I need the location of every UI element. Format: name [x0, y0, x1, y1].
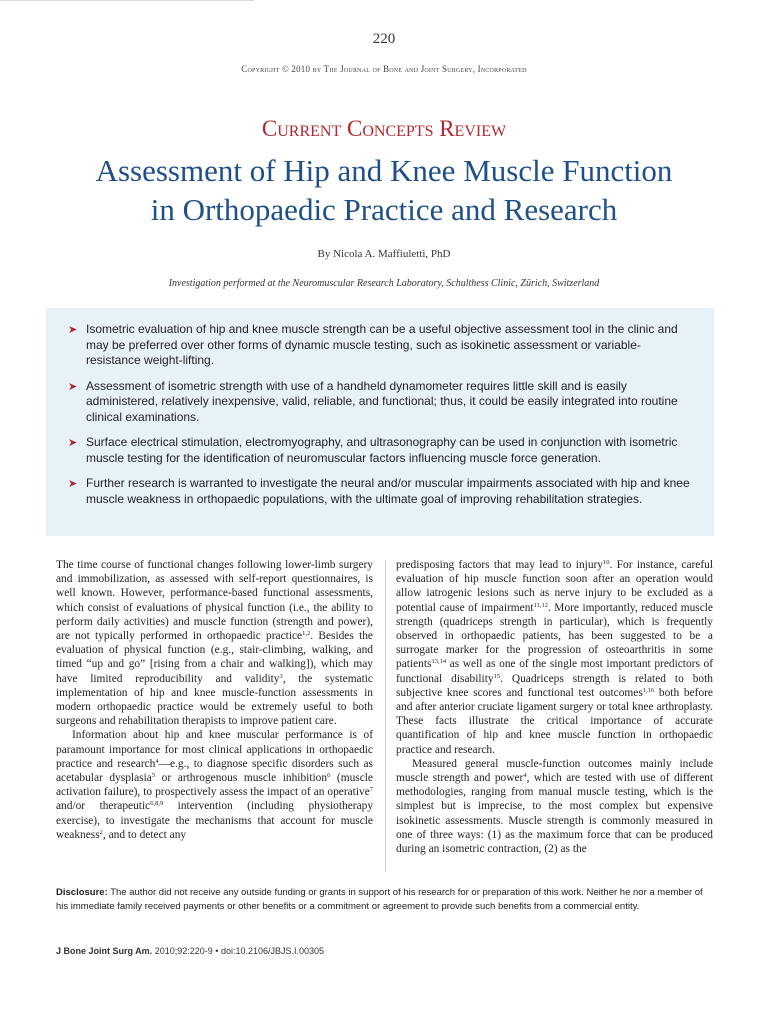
arrow-bullet-icon: ➤ [68, 379, 78, 393]
article-title [30, 151, 738, 229]
body-column-left [56, 558, 373, 842]
disclosure-label: Disclosure: [56, 887, 108, 898]
body-text: , the systematic implementation of hip and knee muscle-function assessments in modern orthopaedic practice would be extremely useful to both surgeons and rehabilitation therapists to improve patient care. [56, 672, 373, 728]
arrow-bullet-icon: ➤ [68, 477, 78, 490]
author-byline: By Nicola A. Maffiuletti, PhD [317, 248, 451, 260]
body-paragraph [396, 558, 713, 757]
key-point [68, 435, 692, 466]
key-points-box [46, 308, 714, 536]
body-text: . Besides the evaluation of physical function (e.g., stair-climbing, walking, and timed “up and go” [rising from a chair and walking]), which may have limited reproducibility and validity [56, 630, 373, 685]
reference-superscript[interactable]: 3 [279, 672, 283, 680]
body-paragraph [396, 757, 713, 856]
page-number: 220 [372, 31, 396, 47]
affiliation-line: Investigation performed at the Neuromuscular Research Laboratory, Schulthess Clinic, Zürich, Switzerland [168, 278, 600, 289]
title-line-2: in Orthopaedic Practice and Research [150, 192, 618, 227]
citation-volume: 2010;92:220-9 [152, 946, 213, 956]
reference-superscript[interactable]: 2 [99, 828, 103, 836]
reference-superscript[interactable]: 1,2 [302, 630, 311, 638]
key-point-text: Assessment of isometric strength with use of a handheld dynamometer requires little skill and is easily administered, relatively inexpensive, valid, reliable, and functional; thus, it could be easily integrated into routine clinical examinations. [86, 378, 678, 424]
arrow-bullet-icon: ➤ [68, 323, 78, 336]
body-text: , which are tested with use of different methodologies, ranging from manual muscle testing, which is the simplest but is imprecise, to the most complex but expensive isokinetic assessments. Muscle strength is commonly measured in one of three ways: (1) as the maximum force that can be produced during an isometric contraction, (2) as the [396, 772, 713, 856]
body-column-right [396, 558, 713, 856]
body-paragraph [56, 558, 373, 728]
disclosure-note [56, 886, 716, 913]
reference-superscript[interactable]: 6,8,9 [150, 800, 164, 808]
reference-superscript[interactable]: 10 [603, 559, 610, 566]
top-rule [0, 0, 254, 1]
body-text: and/or therapeutic [56, 800, 151, 813]
body-text: as well as one of the single most important predictors of functional disability [396, 658, 713, 685]
copyright-line: Copyright © 2010 by The Journal of Bone and Joint Surgery, Incorporated [241, 64, 527, 74]
key-point [68, 379, 692, 426]
disclosure-text: The author did not receive any outside funding or grants in support of his research for or preparation of this work. Neither he nor a member of his immediate family received payments or other benefits or a commitment or agreement to provide such benefits from a commercial entity. [56, 887, 703, 912]
arrow-bullet-icon: ➤ [68, 436, 78, 449]
body-text: intervention (including physiotherapy exercise), to investigate the mechanisms that account for muscle weakness [56, 800, 374, 841]
body-text: , and to detect any [102, 828, 187, 841]
reference-superscript[interactable]: 4 [523, 772, 527, 780]
body-text: or arthrogenous muscle inhibition [155, 772, 328, 785]
body-text: . More importantly, reduced muscle strength (quadriceps strength in particular), which is frequently observed in orthopaedic patients, has been suggested to be a surrogate marker for the progression of osteoarthritis in some patients [396, 601, 713, 671]
reference-superscript[interactable]: 7 [369, 786, 373, 794]
key-point-text: Further research is warranted to investigate the neural and/or muscular impairments associated with hip and knee muscle weakness in orthopaedic populations, with the ultimate goal of improving rehabilitation strategies. [86, 476, 690, 506]
column-divider [385, 560, 386, 872]
doi-link[interactable]: doi:10.2106/JBJS.I.00305 [220, 946, 325, 956]
reference-superscript[interactable]: 5 [151, 772, 156, 780]
reference-superscript[interactable]: 13,14 [431, 658, 447, 666]
reference-superscript[interactable]: 6 [327, 772, 331, 780]
body-text: . For instance, careful evaluation of hip muscle function soon after an operation would allow iatrogenic lesions such as nerve injury to be excluded as a potential cause of impairment [396, 559, 714, 614]
reference-superscript[interactable]: 11,12 [533, 601, 548, 609]
title-line-1: Assessment of Hip and Knee Muscle Function [95, 153, 673, 188]
key-point [68, 322, 692, 369]
section-label: Current Concepts Review [261, 116, 507, 141]
body-text: both before and after anterior cruciate ligament surgery or total knee arthroplasty. These facts illustrate the critical importance of accurate quantification of hip and knee muscle function in orthopaedic practice and research. [396, 686, 713, 756]
body-text: Information about hip and knee muscular performance is of paramount importance for most clinical applications in orthopaedic practice and research [56, 729, 373, 770]
body-text: The time course of functional changes following lower-limb surgery and immobilization, as assessed with self-report questionnaires, is well known. However, performance-based functional assessments, which consist of evaluations of physical function (i.e., the ability to perform daily activities) and muscle function (strength and power), are not typically performed in orthopaedic practice [56, 559, 373, 643]
body-text: Measured general muscle-function outcomes mainly include muscle strength and power [396, 757, 713, 785]
reference-superscript[interactable]: 1,16 [642, 686, 655, 694]
body-text: predisposing factors that may lead to injury [396, 559, 604, 571]
bullet-separator-icon: • [215, 946, 219, 956]
body-text: —e.g., to diagnose specific disorders such as acetabular dysplasia [56, 757, 373, 785]
body-paragraph [56, 728, 373, 842]
journal-abbrev: J Bone Joint Surg Am. [56, 946, 153, 956]
body-text: . Quadriceps strength is related to both subjective knee scores and functional test outcomes [396, 672, 713, 699]
citation-footer [56, 946, 324, 956]
key-point-text: Surface electrical stimulation, electromyography, and ultrasonography can be used in conjunction with isometric muscle testing for the identification of neuromuscular factors influencing muscle force generation. [86, 435, 678, 465]
reference-superscript[interactable]: 15 [493, 672, 501, 680]
key-point [68, 476, 692, 507]
key-point-text: Isometric evaluation of hip and knee muscle strength can be a useful objective assessment tool in the clinic and may be preferred over other forms of dynamic muscle testing, such as isokinetic assessment or variable-resistance weight-lifting. [86, 322, 678, 367]
reference-superscript[interactable]: 4 [155, 757, 159, 765]
body-text: (muscle activation failure), to prospectively assess the impact of an operative [56, 772, 373, 799]
